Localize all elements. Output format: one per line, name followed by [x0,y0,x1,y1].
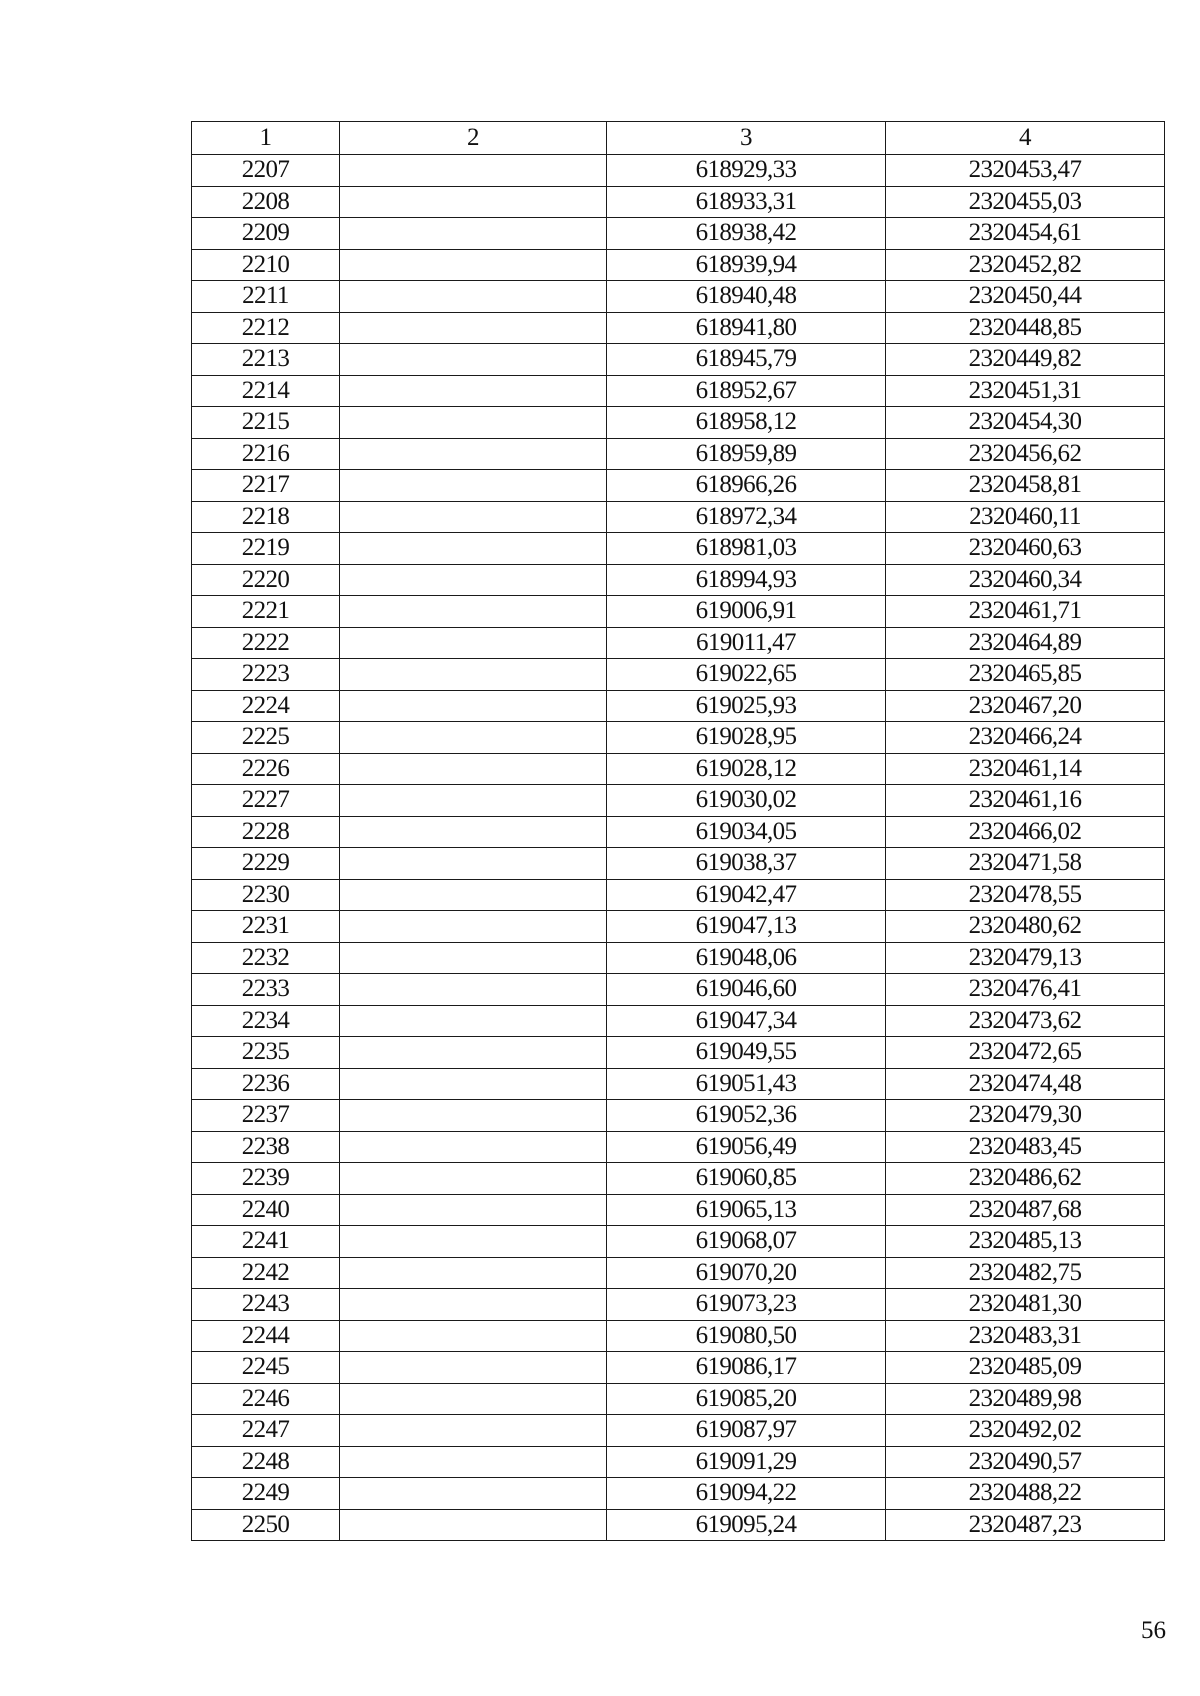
point-number-cell: 2220 [192,564,340,596]
table-row [192,627,1165,659]
table-row [192,974,1165,1006]
point-number-cell: 2212 [192,312,340,344]
header-row [192,122,1165,155]
x-coordinate-cell: 618938,42 [607,218,886,250]
x-coordinate-cell: 619025,93 [607,690,886,722]
y-coordinate-cell: 2320460,34 [886,564,1165,596]
table-row [192,785,1165,817]
x-coordinate-cell: 619091,29 [607,1446,886,1478]
y-coordinate-cell: 2320458,81 [886,470,1165,502]
description-cell [340,1068,607,1100]
description-cell [340,785,607,817]
y-coordinate-cell: 2320453,47 [886,155,1165,187]
table-row [192,1257,1165,1289]
x-coordinate-cell: 619056,49 [607,1131,886,1163]
y-coordinate-cell: 2320473,62 [886,1005,1165,1037]
column-header-1: 1 [192,122,340,155]
table-row [192,911,1165,943]
point-number-cell: 2230 [192,879,340,911]
point-number-cell: 2229 [192,848,340,880]
description-cell [340,690,607,722]
point-number-cell: 2232 [192,942,340,974]
x-coordinate-cell: 619042,47 [607,879,886,911]
table-row [192,1131,1165,1163]
x-coordinate-cell: 619087,97 [607,1415,886,1447]
description-cell [340,753,607,785]
point-number-cell: 2249 [192,1478,340,1510]
x-coordinate-cell: 619006,91 [607,596,886,628]
x-coordinate-cell: 619065,13 [607,1194,886,1226]
x-coordinate-cell: 619030,02 [607,785,886,817]
x-coordinate-cell: 619051,43 [607,1068,886,1100]
y-coordinate-cell: 2320489,98 [886,1383,1165,1415]
x-coordinate-cell: 619095,24 [607,1509,886,1541]
y-coordinate-cell: 2320488,22 [886,1478,1165,1510]
description-cell [340,249,607,281]
point-number-cell: 2231 [192,911,340,943]
point-number-cell: 2211 [192,281,340,313]
description-cell [340,848,607,880]
x-coordinate-cell: 618959,89 [607,438,886,470]
point-number-cell: 2248 [192,1446,340,1478]
y-coordinate-cell: 2320476,41 [886,974,1165,1006]
description-cell [340,533,607,565]
description-cell [340,1509,607,1541]
table-row [192,533,1165,565]
x-coordinate-cell: 618939,94 [607,249,886,281]
description-cell [340,375,607,407]
description-cell [340,1446,607,1478]
point-number-cell: 2209 [192,218,340,250]
table-row [192,155,1165,187]
point-number-cell: 2214 [192,375,340,407]
x-coordinate-cell: 619047,34 [607,1005,886,1037]
table-row [192,564,1165,596]
table-row [192,1289,1165,1321]
y-coordinate-cell: 2320474,48 [886,1068,1165,1100]
y-coordinate-cell: 2320472,65 [886,1037,1165,1069]
table-row [192,1005,1165,1037]
table-body [192,155,1165,1541]
y-coordinate-cell: 2320466,24 [886,722,1165,754]
description-cell [340,1194,607,1226]
y-coordinate-cell: 2320449,82 [886,344,1165,376]
y-coordinate-cell: 2320452,82 [886,249,1165,281]
description-cell [340,407,607,439]
description-cell [340,627,607,659]
description-cell [340,1005,607,1037]
y-coordinate-cell: 2320448,85 [886,312,1165,344]
column-header-2: 2 [340,122,607,155]
point-number-cell: 2227 [192,785,340,817]
description-cell [340,1478,607,1510]
y-coordinate-cell: 2320454,61 [886,218,1165,250]
description-cell [340,816,607,848]
description-cell [340,722,607,754]
point-number-cell: 2225 [192,722,340,754]
y-coordinate-cell: 2320485,09 [886,1352,1165,1384]
description-cell [340,1257,607,1289]
table-row [192,879,1165,911]
description-cell [340,438,607,470]
description-cell [340,218,607,250]
point-number-cell: 2210 [192,249,340,281]
description-cell [340,564,607,596]
y-coordinate-cell: 2320483,31 [886,1320,1165,1352]
point-number-cell: 2217 [192,470,340,502]
y-coordinate-cell: 2320471,58 [886,848,1165,880]
point-number-cell: 2234 [192,1005,340,1037]
description-cell [340,1100,607,1132]
y-coordinate-cell: 2320478,55 [886,879,1165,911]
x-coordinate-cell: 619011,47 [607,627,886,659]
description-cell [340,1320,607,1352]
point-number-cell: 2242 [192,1257,340,1289]
point-number-cell: 2250 [192,1509,340,1541]
x-coordinate-cell: 619046,60 [607,974,886,1006]
point-number-cell: 2245 [192,1352,340,1384]
x-coordinate-cell: 618994,93 [607,564,886,596]
y-coordinate-cell: 2320461,71 [886,596,1165,628]
description-cell [340,1037,607,1069]
point-number-cell: 2221 [192,596,340,628]
x-coordinate-cell: 619094,22 [607,1478,886,1510]
table-row [192,375,1165,407]
table-row [192,722,1165,754]
table-row [192,470,1165,502]
y-coordinate-cell: 2320451,31 [886,375,1165,407]
y-coordinate-cell: 2320466,02 [886,816,1165,848]
y-coordinate-cell: 2320480,62 [886,911,1165,943]
table-row [192,186,1165,218]
point-number-cell: 2244 [192,1320,340,1352]
table-row [192,690,1165,722]
page-number: 56 [1141,1617,1166,1644]
point-number-cell: 2246 [192,1383,340,1415]
table-row [192,438,1165,470]
x-coordinate-cell: 619022,65 [607,659,886,691]
table-row [192,1068,1165,1100]
point-number-cell: 2223 [192,659,340,691]
point-number-cell: 2238 [192,1131,340,1163]
table-row [192,281,1165,313]
y-coordinate-cell: 2320467,20 [886,690,1165,722]
point-number-cell: 2233 [192,974,340,1006]
table-row [192,942,1165,974]
table-row [192,1037,1165,1069]
y-coordinate-cell: 2320479,30 [886,1100,1165,1132]
table-row [192,753,1165,785]
table-row [192,659,1165,691]
x-coordinate-cell: 619080,50 [607,1320,886,1352]
x-coordinate-cell: 618929,33 [607,155,886,187]
point-number-cell: 2218 [192,501,340,533]
y-coordinate-cell: 2320479,13 [886,942,1165,974]
table-row [192,1446,1165,1478]
description-cell [340,312,607,344]
point-number-cell: 2247 [192,1415,340,1447]
description-cell [340,281,607,313]
x-coordinate-cell: 618972,34 [607,501,886,533]
y-coordinate-cell: 2320456,62 [886,438,1165,470]
x-coordinate-cell: 619060,85 [607,1163,886,1195]
y-coordinate-cell: 2320455,03 [886,186,1165,218]
x-coordinate-cell: 619068,07 [607,1226,886,1258]
x-coordinate-cell: 618952,67 [607,375,886,407]
point-number-cell: 2213 [192,344,340,376]
x-coordinate-cell: 618958,12 [607,407,886,439]
y-coordinate-cell: 2320483,45 [886,1131,1165,1163]
x-coordinate-cell: 618933,31 [607,186,886,218]
coordinates-table [191,121,1165,1541]
y-coordinate-cell: 2320461,14 [886,753,1165,785]
y-coordinate-cell: 2320485,13 [886,1226,1165,1258]
point-number-cell: 2208 [192,186,340,218]
table-row [192,1509,1165,1541]
y-coordinate-cell: 2320490,57 [886,1446,1165,1478]
point-number-cell: 2216 [192,438,340,470]
y-coordinate-cell: 2320492,02 [886,1415,1165,1447]
description-cell [340,1352,607,1384]
description-cell [340,344,607,376]
table-row [192,1226,1165,1258]
x-coordinate-cell: 619049,55 [607,1037,886,1069]
x-coordinate-cell: 619085,20 [607,1383,886,1415]
description-cell [340,942,607,974]
y-coordinate-cell: 2320461,16 [886,785,1165,817]
table-row [192,1100,1165,1132]
description-cell [340,1415,607,1447]
description-cell [340,470,607,502]
table-row [192,218,1165,250]
table-row [192,1478,1165,1510]
x-coordinate-cell: 619086,17 [607,1352,886,1384]
column-header-4: 4 [886,122,1165,155]
y-coordinate-cell: 2320482,75 [886,1257,1165,1289]
description-cell [340,879,607,911]
x-coordinate-cell: 618966,26 [607,470,886,502]
x-coordinate-cell: 619070,20 [607,1257,886,1289]
x-coordinate-cell: 618940,48 [607,281,886,313]
description-cell [340,596,607,628]
y-coordinate-cell: 2320460,11 [886,501,1165,533]
table-row [192,596,1165,628]
y-coordinate-cell: 2320460,63 [886,533,1165,565]
y-coordinate-cell: 2320487,23 [886,1509,1165,1541]
table-row [192,501,1165,533]
point-number-cell: 2228 [192,816,340,848]
table-header [192,122,1165,155]
table-row [192,1352,1165,1384]
y-coordinate-cell: 2320481,30 [886,1289,1165,1321]
x-coordinate-cell: 618945,79 [607,344,886,376]
x-coordinate-cell: 619047,13 [607,911,886,943]
x-coordinate-cell: 619038,37 [607,848,886,880]
y-coordinate-cell: 2320487,68 [886,1194,1165,1226]
table-row [192,407,1165,439]
x-coordinate-cell: 619028,12 [607,753,886,785]
point-number-cell: 2226 [192,753,340,785]
point-number-cell: 2237 [192,1100,340,1132]
point-number-cell: 2235 [192,1037,340,1069]
description-cell [340,659,607,691]
point-number-cell: 2224 [192,690,340,722]
x-coordinate-cell: 619048,06 [607,942,886,974]
table-row [192,344,1165,376]
x-coordinate-cell: 618981,03 [607,533,886,565]
table-row [192,249,1165,281]
point-number-cell: 2222 [192,627,340,659]
point-number-cell: 2239 [192,1163,340,1195]
y-coordinate-cell: 2320450,44 [886,281,1165,313]
description-cell [340,186,607,218]
y-coordinate-cell: 2320486,62 [886,1163,1165,1195]
table-row [192,312,1165,344]
table-row [192,1194,1165,1226]
description-cell [340,1226,607,1258]
x-coordinate-cell: 619028,95 [607,722,886,754]
x-coordinate-cell: 619034,05 [607,816,886,848]
column-header-3: 3 [607,122,886,155]
table-row [192,848,1165,880]
description-cell [340,1131,607,1163]
point-number-cell: 2240 [192,1194,340,1226]
point-number-cell: 2243 [192,1289,340,1321]
table-row [192,1383,1165,1415]
table-row [192,1415,1165,1447]
table-row [192,1163,1165,1195]
table-row [192,1320,1165,1352]
table-row [192,816,1165,848]
description-cell [340,974,607,1006]
point-number-cell: 2219 [192,533,340,565]
description-cell [340,911,607,943]
x-coordinate-cell: 618941,80 [607,312,886,344]
description-cell [340,501,607,533]
point-number-cell: 2241 [192,1226,340,1258]
point-number-cell: 2207 [192,155,340,187]
point-number-cell: 2236 [192,1068,340,1100]
y-coordinate-cell: 2320454,30 [886,407,1165,439]
description-cell [340,1383,607,1415]
y-coordinate-cell: 2320465,85 [886,659,1165,691]
point-number-cell: 2215 [192,407,340,439]
x-coordinate-cell: 619052,36 [607,1100,886,1132]
y-coordinate-cell: 2320464,89 [886,627,1165,659]
description-cell [340,1289,607,1321]
description-cell [340,155,607,187]
description-cell [340,1163,607,1195]
x-coordinate-cell: 619073,23 [607,1289,886,1321]
